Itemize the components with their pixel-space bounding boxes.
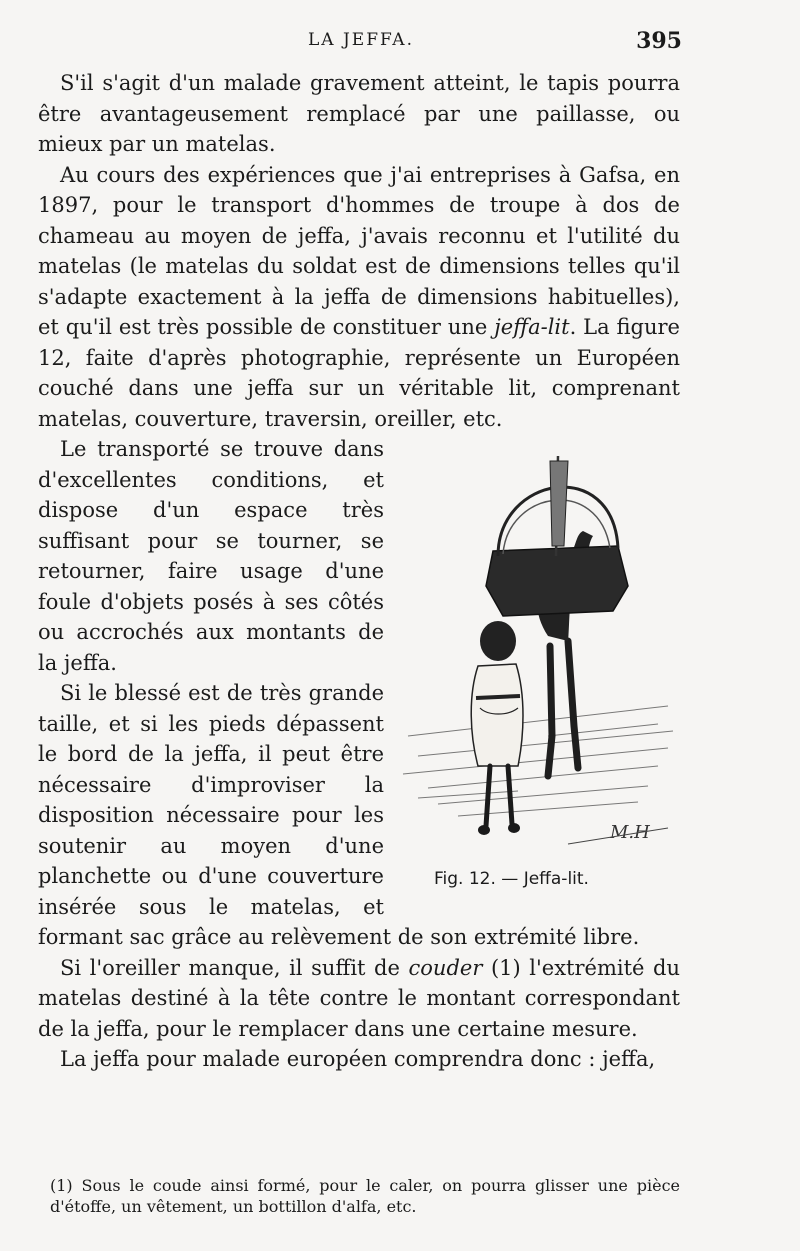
body-text [38,68,680,1075]
page-header [0,28,800,58]
jeffa-load [486,546,628,616]
paragraph-3: Le transporté se trouve dans d'excellentes conditions, et dispose d'un espace très suffisant pour se tourner, se retourner, faire usage d'une foule d'objets posés à ses côtés ou accrochés aux montants de la jeffa. [38,437,384,675]
paragraph-5 [38,953,680,1045]
couder-term: couder [408,955,483,980]
paragraph-5-start: Si l'oreiller manque, il suffit de [60,955,400,980]
man-head [480,621,516,661]
figure-12 [398,436,680,906]
man-legs [486,766,512,826]
paragraph-2-rest: . La figure 12, faite d'après photographie, représente un Européen couché dans une jeffa sur un véritable lit, comprenant matelas, couverture, traversin, oreiller, etc. [38,315,680,431]
paragraph-2-text: Au cours des expériences que j'ai entreprises à Gafsa, en 1897, pour le transport d'hommes de troupe à dos de chameau au moyen de jeffa, j'avais reconnu et l'utilité du matelas (le matelas du soldat est de dimensions telles qu'il s'adapte exactement à la jeffa de dimensions habituelles), et qu'il est très possible de constituer une [38,162,680,339]
page-number: 395 [636,28,682,54]
paragraph-4: Si le blessé est de très grande taille, et si les pieds dépassent le bord de la jeffa, il peut être nécessaire d'improviser la disposition nécessaire pour les soutenir au moyen d'une planchette ou d'une couverture insérée sous le matelas, et formant sac grâce au relèvement de son extrémité libre. [38,681,640,949]
ground-hatching [403,706,673,816]
paragraph-6: La jeffa pour malade européen comprendra donc : jeffa, [60,1047,656,1071]
paragraph-2 [38,160,680,435]
camel-legs [548,641,578,776]
running-title: LA JEFFA. [308,30,414,50]
footnote: (1) Sous le coude ainsi formé, pour le caler, on pourra glisser une pièce d'étoffe, un vêtement, un bottillon d'alfa, etc. [50,1176,680,1216]
jeffa-lit-term: jeffa-lit [494,315,570,339]
figure-caption: Fig. 12. — Jeffa-lit. [434,869,589,889]
illustration-signature: M.H [610,822,650,843]
jeffa-lit-illustration [398,436,680,856]
man-robe [471,664,523,766]
paragraph-1: S'il s'agit d'un malade gravement atteint, le tapis pourra être avantageusement remplacé par une paillasse, ou mieux par un matelas. [38,71,680,156]
paragraph-5-rest: (1) l'extrémité du matelas destiné à la tête contre le montant correspondant de la jeffa, pour le remplacer dans une certaine mesure. [38,955,681,1041]
